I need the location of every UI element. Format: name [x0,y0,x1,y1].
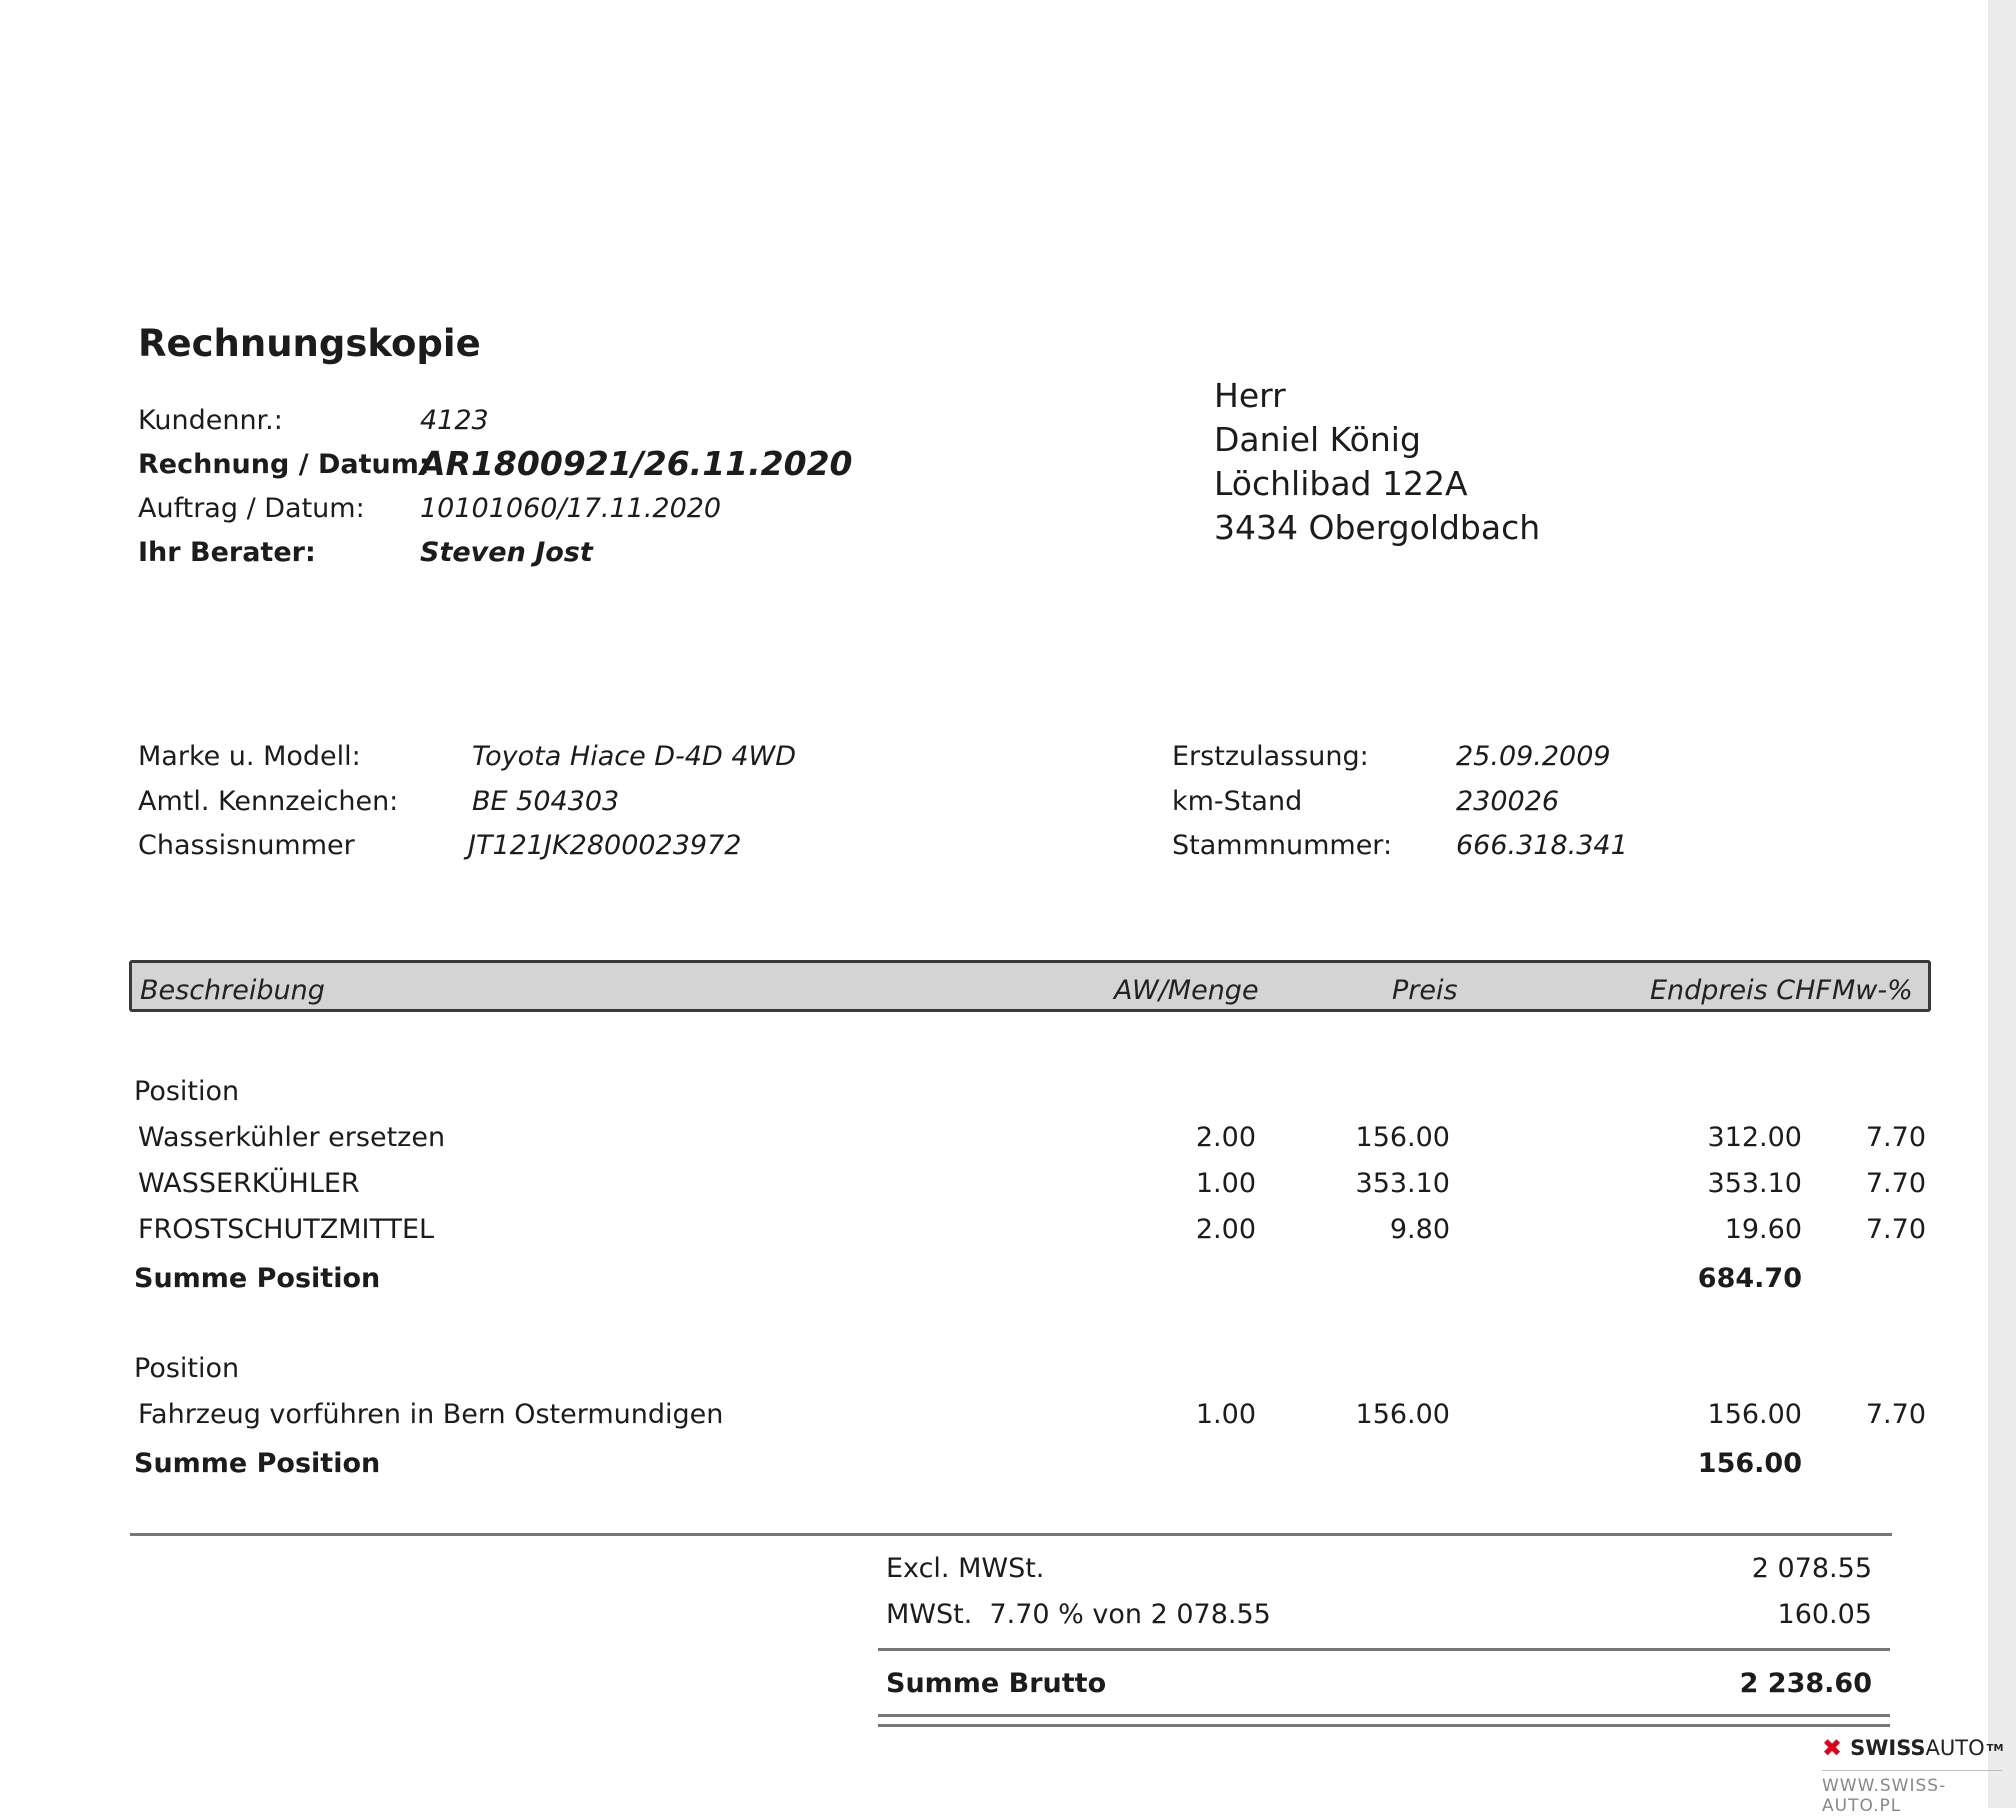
row-total: 353.10 [1707,1168,1802,1199]
stamm-label: Stammnummer: [1172,830,1393,861]
km-value: 230026 [1456,786,1560,817]
row-description: WASSERKÜHLER [138,1168,360,1199]
swissauto-logo [1822,1734,2003,1762]
row-quantity: 2.00 [1195,1214,1256,1245]
address-street: Löchlibad 122A [1214,464,1468,503]
group2-heading: Position [134,1353,240,1384]
address-name: Daniel König [1214,420,1421,459]
mwst-label: MWSt. 7.70 % von 2 078.55 [886,1599,1271,1630]
summe-brutto-value: 2 238.60 [1739,1668,1872,1699]
scrollbar[interactable] [1988,0,2016,1808]
row-price: 353.10 [1355,1168,1450,1199]
swiss-cross-icon: ✖ [1822,1734,1843,1762]
row-vat: 7.70 [1865,1214,1926,1245]
km-label: km-Stand [1172,786,1303,817]
table-header [129,960,1931,1012]
row-price: 9.80 [1389,1214,1450,1245]
group2-sum-value: 156.00 [1697,1448,1802,1479]
auftrag-label: Auftrag / Datum: [138,493,365,524]
address-salutation: Herr [1214,376,1286,415]
kundennr-label: Kundennr.: [138,405,283,436]
address-city: 3434 Obergoldbach [1214,508,1541,547]
document-title: Rechnungskopie [138,322,481,365]
row-quantity: 2.00 [1195,1122,1256,1153]
logo-divider [1822,1770,2002,1771]
mwst-value: 160.05 [1777,1599,1872,1630]
row-quantity: 1.00 [1195,1399,1256,1430]
header-preis: Preis [1392,975,1458,1006]
row-description: Fahrzeug vorführen in Bern Ostermundigen [138,1399,724,1430]
double-underline-top [878,1714,1890,1717]
logo-brand-bold: SWISS [1850,1736,1926,1760]
rechnung-label: Rechnung / Datum: [138,449,430,480]
row-vat: 7.70 [1865,1399,1926,1430]
logo-tm: TM [1986,1742,2004,1754]
summe-brutto-label: Summe Brutto [886,1668,1107,1699]
group2-sum-label: Summe Position [134,1448,381,1479]
excl-mwst-value: 2 078.55 [1751,1553,1872,1584]
row-quantity: 1.00 [1195,1168,1256,1199]
chassis-value: JT121JK2800023972 [468,830,742,861]
row-description: FROSTSCHUTZMITTEL [138,1214,435,1245]
auftrag-value: 10101060/17.11.2020 [420,493,722,524]
rechnung-value: AR1800921/26.11.2020 [420,444,853,483]
kundennr-value: 4123 [420,405,489,436]
excl-mwst-label: Excl. MWSt. [886,1553,1045,1584]
kennzeichen-label: Amtl. Kennzeichen: [138,786,399,817]
header-menge: AW/Menge [1114,975,1259,1006]
double-underline-bottom [878,1724,1890,1727]
marke-label: Marke u. Modell: [138,741,361,772]
subtotal-divider [878,1648,1890,1651]
row-vat: 7.70 [1865,1122,1926,1153]
header-endpreis: Endpreis CHF [1650,975,1831,1006]
row-total: 19.60 [1724,1214,1802,1245]
group1-sum-label: Summe Position [134,1263,381,1294]
group1-heading: Position [134,1076,240,1107]
chassis-label: Chassisnummer [138,830,355,861]
row-price: 156.00 [1355,1399,1450,1430]
berater-label: Ihr Berater: [138,537,316,568]
totals-divider [130,1533,1892,1536]
marke-value: Toyota Hiace D-4D 4WD [472,741,797,772]
berater-value: Steven Jost [420,537,593,568]
header-mw: Mw-% [1832,975,1913,1006]
logo-url: WWW.SWISS-AUTO.PL [1822,1776,1947,1816]
erstzulassung-label: Erstzulassung: [1172,741,1369,772]
erstzulassung-value: 25.09.2009 [1456,741,1611,772]
row-description: Wasserkühler ersetzen [138,1122,446,1153]
stamm-value: 666.318.341 [1456,830,1628,861]
row-price: 156.00 [1355,1122,1450,1153]
row-total: 312.00 [1707,1122,1802,1153]
row-vat: 7.70 [1865,1168,1926,1199]
row-total: 156.00 [1707,1399,1802,1430]
kennzeichen-value: BE 504303 [472,786,620,817]
group1-sum-value: 684.70 [1697,1263,1802,1294]
logo-brand-rest: AUTO [1925,1736,1985,1760]
header-beschreibung: Beschreibung [140,975,325,1006]
